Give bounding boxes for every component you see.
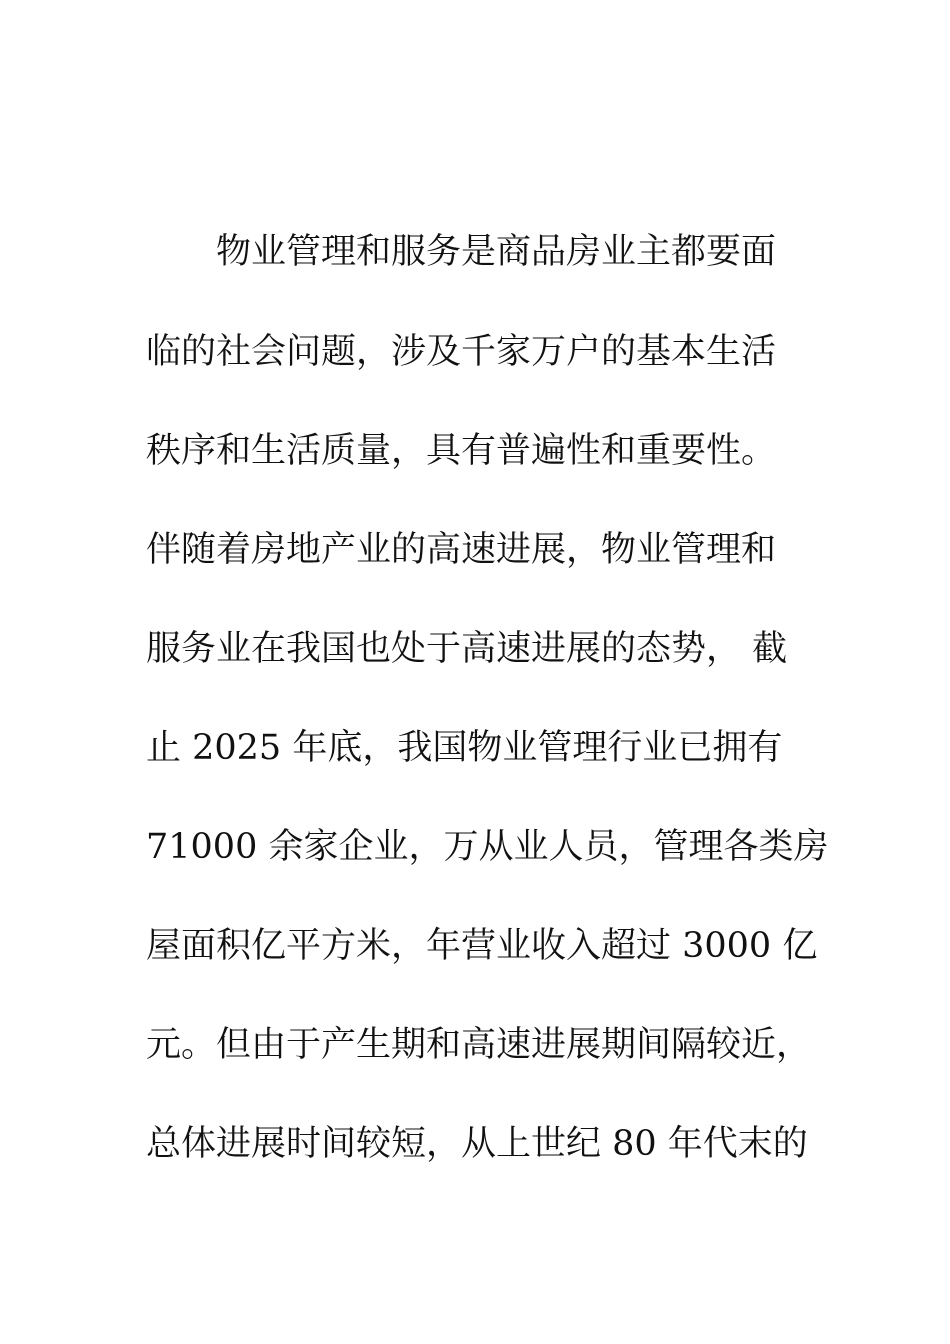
- paragraph-line: 71000 余家企业，万从业人员，管理各类房: [146, 827, 829, 867]
- paragraph-line: 临的社会问题，涉及千家万户的基本生活: [146, 332, 777, 372]
- paragraph-line: 物业管理和服务是商品房业主都要面: [216, 232, 777, 272]
- paragraph-line: 元。但由于产生期和高速进展期间隔较近，: [146, 1025, 812, 1065]
- paragraph-line: 总体进展时间较短，从上世纪 80 年代末的: [146, 1124, 808, 1164]
- paragraph-line: 伴随着房地产业的高速进展，物业管理和: [146, 530, 777, 570]
- paragraph-line: 止 2025 年底，我国物业管理行业已拥有: [146, 728, 783, 768]
- paragraph-line: 服务业在我国也处于高速进展的态势， 截: [146, 629, 788, 669]
- paragraph-line: 秩序和生活质量，具有普遍性和重要性。: [146, 431, 777, 471]
- paragraph-line: 屋面积亿平方米，年营业收入超过 3000 亿: [146, 926, 818, 966]
